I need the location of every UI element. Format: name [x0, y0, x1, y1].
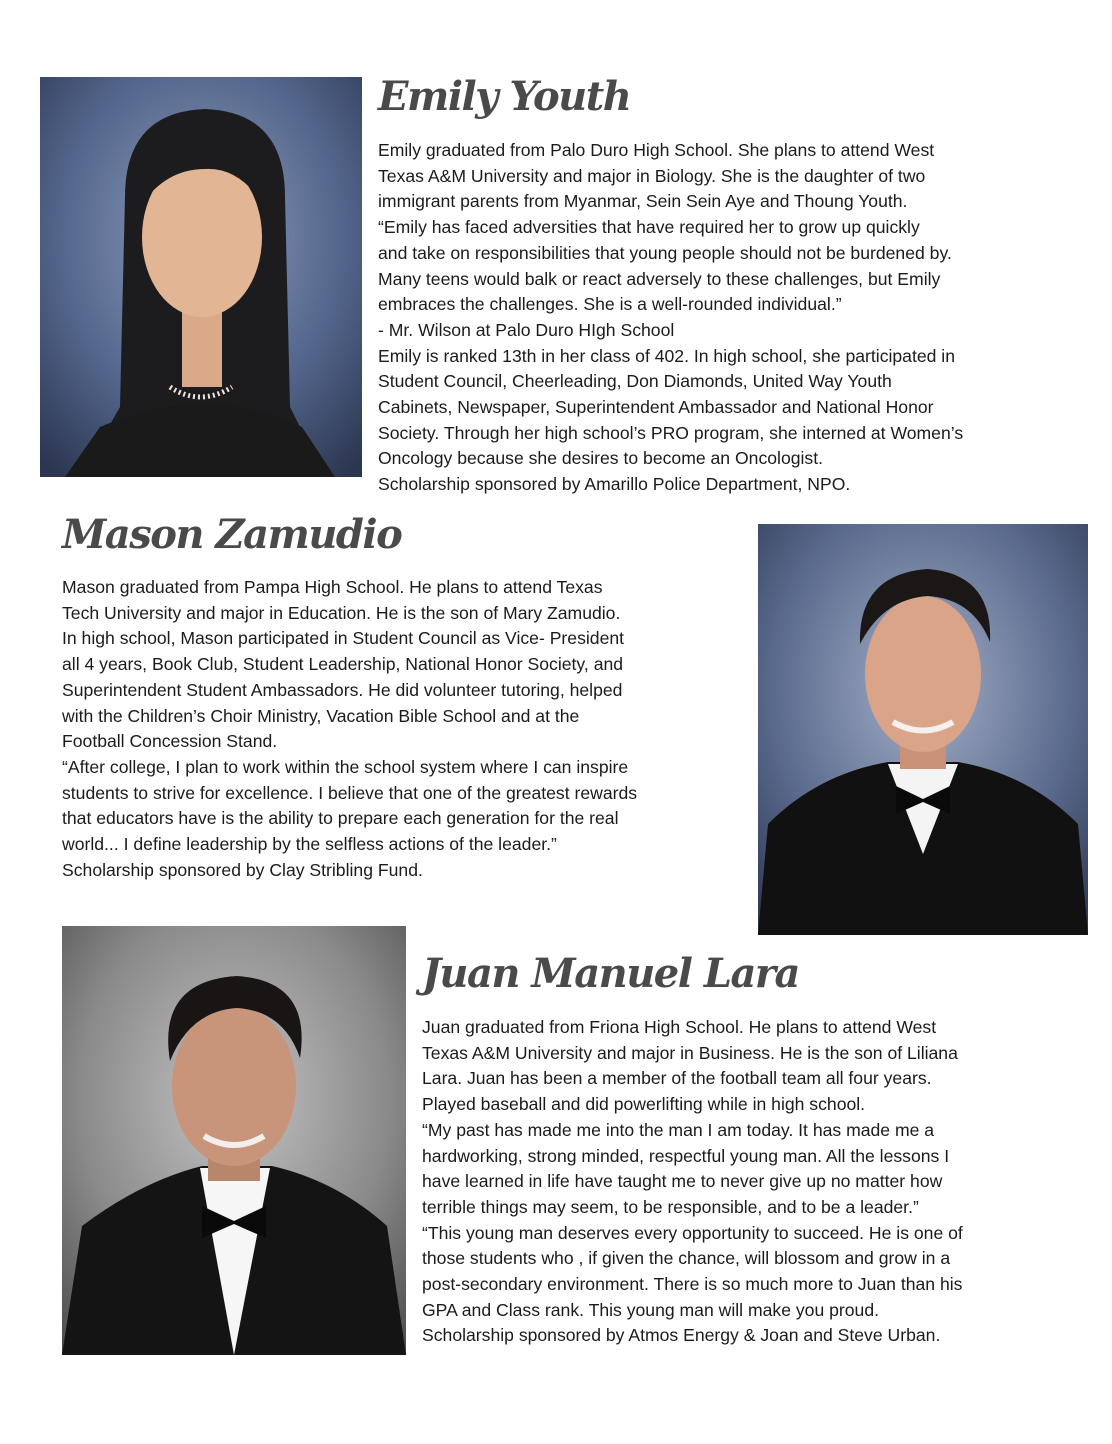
bio-line: Emily graduated from Palo Duro High School. She plans to attend West [378, 140, 935, 160]
bio-line: Lara. Juan has been a member of the football team all four years. [422, 1068, 932, 1089]
student-bio [422, 1015, 963, 1349]
bio-line: with the Children’s Choir Ministry, Vacation Bible School and at the [62, 705, 580, 726]
bio-line: “After college, I plan to work within the school system where I can inspire [62, 756, 629, 777]
bio-line: Scholarship sponsored by Amarillo Police Department, NPO. [378, 474, 851, 495]
bio-line: Texas A&M University and major in Biology. She is the daughter of two [378, 165, 926, 186]
bio-line: Oncology because she desires to become an Oncologist. [378, 448, 823, 469]
bio-line: Played baseball and did powerlifting while in high school. [422, 1094, 866, 1115]
bio-line: and take on responsibilities that young people should not be burdened by. [378, 242, 952, 263]
bio-line: hardworking, strong minded, respectful young man. All the lessons I [422, 1145, 950, 1166]
bio-line: Mason graduated from Pampa High School. He plans to attend Texas [62, 577, 603, 597]
bio-line: Society. Through her high school’s PRO program, she interned at Women’s [378, 422, 964, 443]
bio-line: - Mr. Wilson at Palo Duro HIgh School [378, 319, 675, 340]
bio-line: Football Concession Stand. [62, 731, 278, 752]
bio-line: Scholarship sponsored by Clay Stribling Fund. [62, 859, 423, 880]
bio-line: post-secondary environment. There is so much more to Juan than his [422, 1274, 963, 1295]
student-bio [378, 138, 963, 498]
bio-line: terrible things may seem, to be responsible, and to be a leader.” [422, 1196, 919, 1217]
bio-line: Juan graduated from Friona High School. He plans to attend West [422, 1017, 937, 1037]
bio-line: GPA and Class rank. This young man will make you proud. [422, 1299, 880, 1320]
student-name: Emily Youth [378, 73, 631, 120]
student-bio [62, 575, 637, 883]
bio-line: Tech University and major in Education. He is the son of Mary Zamudio. [62, 602, 621, 623]
portrait-emily-youth [40, 77, 362, 477]
bio-line: Many teens would balk or react adversely to these challenges, but Emily [378, 268, 941, 289]
bio-line: Emily is ranked 13th in her class of 402. In high school, she participated in [378, 345, 956, 366]
student-name: Mason Zamudio [62, 511, 402, 558]
bio-line: “My past has made me into the man I am today. It has made me a [422, 1119, 935, 1140]
bio-line: Scholarship sponsored by Atmos Energy & Joan and Steve Urban. [422, 1325, 941, 1346]
bio-line: In high school, Mason participated in Student Council as Vice- President [62, 628, 625, 649]
portrait-juan-manuel-lara [62, 926, 406, 1355]
bio-line: “Emily has faced adversities that have required her to grow up quickly [378, 217, 920, 238]
bio-line: Superintendent Student Ambassadors. He did volunteer tutoring, helped [62, 679, 623, 700]
bio-line: world... I define leadership by the selfless actions of the leader.” [62, 834, 557, 855]
bio-line: have learned in life have taught me to never give up no matter how [422, 1171, 943, 1192]
bio-line: Texas A&M University and major in Business. He is the son of Liliana [422, 1042, 958, 1063]
bio-line: Student Council, Cheerleading, Don Diamonds, United Way Youth [378, 371, 892, 392]
bio-line: all 4 years, Book Club, Student Leadership, National Honor Society, and [62, 654, 624, 675]
bio-line: that educators have is the ability to prepare each generation for the real [62, 808, 619, 829]
bio-line: Cabinets, Newspaper, Superintendent Ambassador and National Honor [378, 397, 934, 418]
bio-line: those students who , if given the chance, will blossom and grow in a [422, 1248, 951, 1269]
bio-line: students to strive for excellence. I believe that one of the greatest rewards [62, 782, 638, 803]
bio-line: “This young man deserves every opportunity to succeed. He is one of [422, 1222, 963, 1243]
student-name: Juan Manuel Lara [422, 950, 799, 997]
bio-line: embraces the challenges. She is a well-rounded individual.” [378, 294, 842, 315]
bio-line: immigrant parents from Myanmar, Sein Sein Aye and Thoung Youth. [378, 191, 908, 212]
portrait-mason-zamudio [758, 524, 1088, 935]
